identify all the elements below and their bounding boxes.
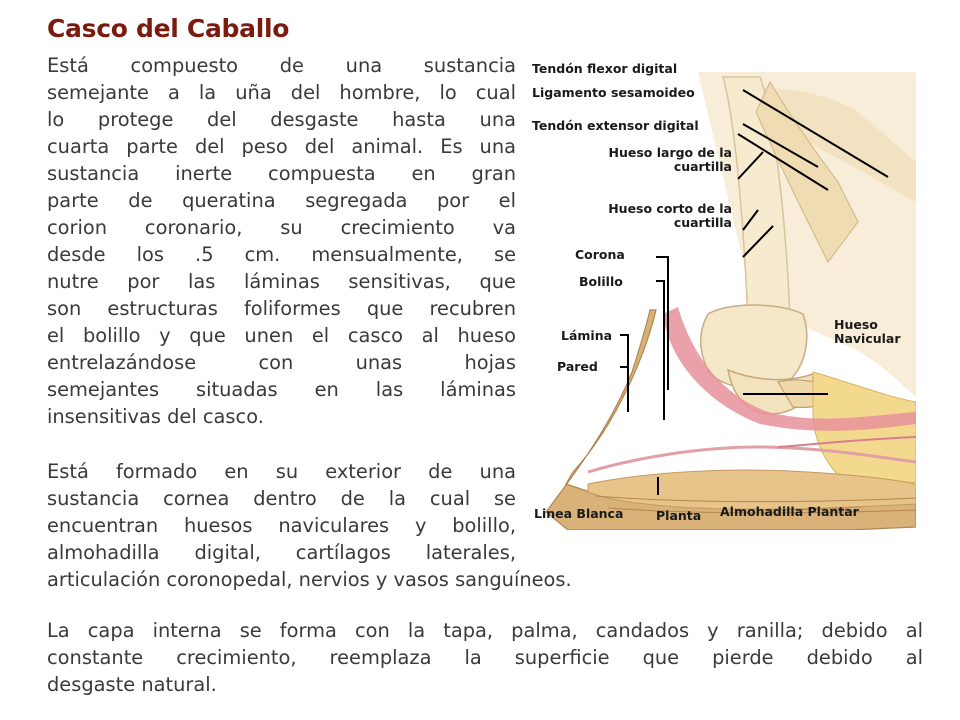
- paragraph-inner-layer: [47, 617, 923, 698]
- text-line: son estructuras foliformes que recubren: [47, 297, 516, 320]
- text-line: Está formado en su exterior de una: [47, 460, 516, 483]
- text-line: articulación coronopedal, nervios y vasos sanguíneos.: [47, 568, 572, 591]
- text-line: semejante a la uña del hombre, lo cual: [47, 81, 516, 104]
- label-almohadilla-plantar: Almohadilla Plantar: [720, 504, 859, 519]
- label-pared: Pared: [557, 359, 598, 374]
- text-line: Está compuesto de una sustancia: [47, 54, 516, 77]
- label-ligamento-sesamoideo: Ligamento sesamoideo: [532, 85, 695, 100]
- text-line: La capa interna se forma con la tapa, palma, candados y ranilla; debido al: [47, 619, 923, 642]
- text-line: corion coronario, su crecimiento va: [47, 216, 516, 239]
- label-corona: Corona: [575, 247, 625, 262]
- page-title: Casco del Caballo: [47, 14, 290, 43]
- text-line: parte de queratina segregada por el: [47, 189, 516, 212]
- label-linea-blanca: Linea Blanca: [534, 506, 624, 521]
- label-lamina: Lámina: [561, 328, 613, 343]
- label-hueso-corto-line1: Hueso corto de la: [608, 201, 732, 216]
- text-line: entrelazándose con unas hojas: [47, 351, 516, 374]
- label-bolillo: Bolillo: [579, 274, 623, 289]
- hoof-anatomy-figure: [528, 52, 916, 530]
- label-tendon-extensor: Tendón extensor digital: [532, 118, 699, 133]
- text-line: almohadilla digital, cartílagos laterales,: [47, 541, 516, 564]
- text-line: desde los .5 cm. mensualmente, se: [47, 243, 516, 266]
- label-planta: Planta: [656, 508, 702, 523]
- text-line: semejantes situadas en las láminas: [47, 378, 516, 401]
- label-hueso-largo-line2: cuartilla: [673, 159, 732, 174]
- text-line: constante crecimiento, reemplaza la superficie que pierde debido al: [47, 646, 923, 669]
- paragraph-composition: [47, 52, 516, 430]
- label-tendon-flexor: Tendón flexor digital: [532, 61, 678, 76]
- text-line: insensitivas del casco.: [47, 405, 264, 428]
- label-hueso-navicular-line1: Hueso: [834, 317, 878, 332]
- text-line: nutre por las láminas sensitivas, que: [47, 270, 516, 293]
- text-line: cuarta parte del peso del animal. Es una: [47, 135, 516, 158]
- short-pastern-bone-shape: [701, 305, 807, 389]
- text-line: encuentran huesos naviculares y bolillo,: [47, 514, 516, 537]
- label-hueso-largo: [609, 146, 733, 174]
- label-hueso-corto-line2: cuartilla: [673, 215, 732, 230]
- label-hueso-navicular: [834, 318, 901, 346]
- text-line: desgaste natural.: [47, 673, 217, 696]
- label-hueso-navicular-line2: Navicular: [834, 331, 901, 346]
- label-hueso-corto: [608, 202, 732, 230]
- text-line: sustancia cornea dentro de la cual se: [47, 487, 516, 510]
- text-line: sustancia inerte compuesta en gran: [47, 162, 516, 185]
- text-line: lo protege del desgaste hasta una: [47, 108, 516, 131]
- text-line: el bolillo y que unen el casco al hueso: [47, 324, 516, 347]
- label-hueso-largo-line1: Hueso largo de la: [608, 145, 732, 160]
